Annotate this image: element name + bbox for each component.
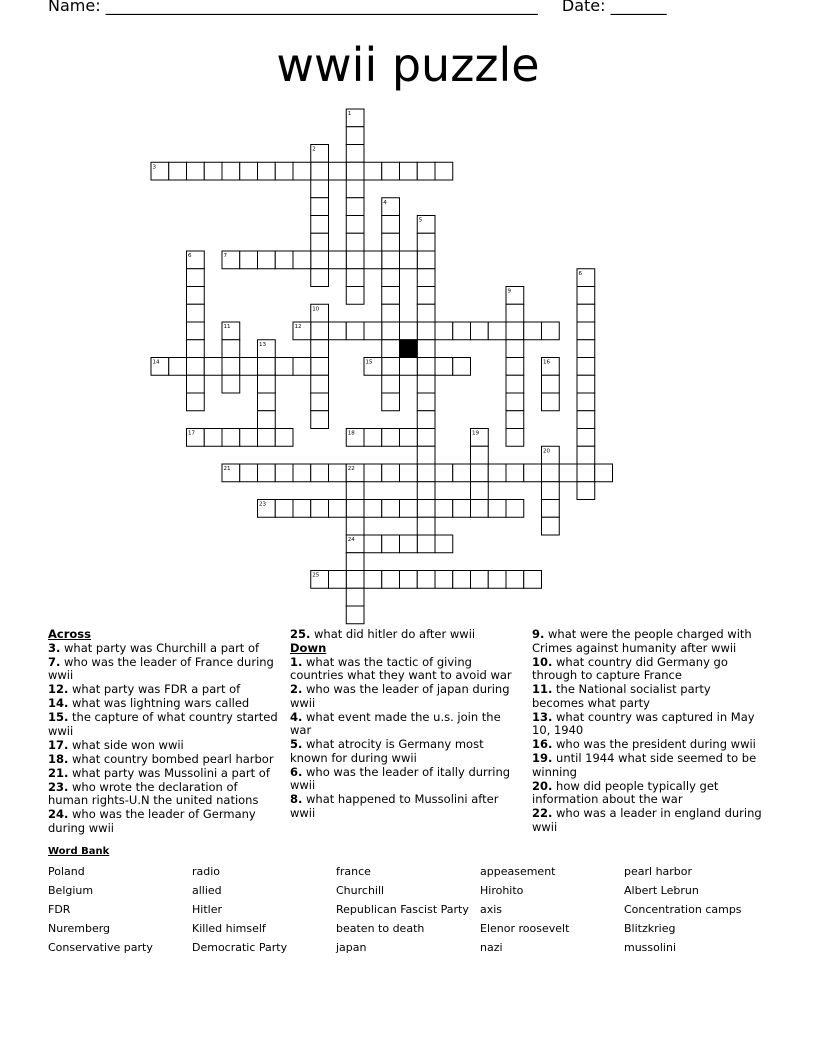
word-bank-item: Albert Lebrun: [624, 884, 699, 897]
crossword-cell[interactable]: [346, 606, 364, 624]
crossword-cell[interactable]: [311, 500, 329, 518]
crossword-cell[interactable]: [577, 429, 595, 447]
clue-down-8: 8. what happened to Mussolini after wwii: [290, 792, 499, 820]
crossword-block-cell: [400, 340, 418, 358]
crossword-cell[interactable]: [187, 322, 205, 340]
crossword-cell[interactable]: [222, 375, 240, 393]
crossword-cell[interactable]: [506, 304, 524, 322]
clue-down-9: 9. what were the people charged with Crimes against humanity after wwii: [532, 627, 752, 655]
crossword-cell[interactable]: [240, 429, 258, 447]
crossword-cell[interactable]: [488, 500, 506, 518]
crossword-cell[interactable]: [435, 571, 453, 589]
crossword-cell[interactable]: [364, 535, 382, 553]
crossword-cell[interactable]: [258, 411, 276, 429]
clue-across-12: 12. what party was FDR a part of: [48, 682, 241, 696]
crossword-cell[interactable]: [275, 500, 293, 518]
crossword-cell[interactable]: [275, 251, 293, 269]
crossword-cell[interactable]: [453, 322, 471, 340]
clue-across-25: 25. what did hitler do after wwii: [290, 627, 476, 641]
crossword-cell[interactable]: [559, 464, 577, 482]
crossword-cell[interactable]: [417, 411, 435, 429]
clues-column-1: [48, 628, 280, 836]
crossword-cell[interactable]: [524, 464, 542, 482]
crossword-cell[interactable]: [258, 429, 276, 447]
crossword-cell[interactable]: [187, 162, 205, 180]
crossword-cell[interactable]: [204, 358, 222, 376]
crossword-cell[interactable]: [435, 358, 453, 376]
crossword-cell[interactable]: [275, 358, 293, 376]
crossword-cell[interactable]: [258, 375, 276, 393]
crossword-cell[interactable]: [382, 322, 400, 340]
crossword-clue-number: 15: [365, 359, 373, 366]
crossword-cell[interactable]: [417, 340, 435, 358]
clue-down-19: 19. until 1944 what side seemed to be winning: [532, 751, 757, 779]
crossword-cell[interactable]: [577, 482, 595, 500]
crossword-cell[interactable]: [471, 500, 489, 518]
crossword-cell[interactable]: [346, 571, 364, 589]
crossword-cell[interactable]: [506, 322, 524, 340]
word-bank-item: nazi: [480, 941, 503, 954]
crossword-cell[interactable]: [329, 500, 347, 518]
crossword-cell[interactable]: [346, 287, 364, 305]
clue-down-5: 5. what atrocity is Germany most known for during wwii: [290, 737, 484, 765]
crossword-clue-number: 4: [383, 199, 387, 206]
crossword-cell[interactable]: [258, 464, 276, 482]
crossword-cell[interactable]: [346, 233, 364, 251]
crossword-cell[interactable]: [595, 464, 613, 482]
crossword-cell[interactable]: [311, 233, 329, 251]
crossword-cell[interactable]: [187, 358, 205, 376]
crossword-cell[interactable]: [506, 375, 524, 393]
clues-column-3: [532, 628, 766, 835]
crossword-cell[interactable]: [417, 251, 435, 269]
clue-down-6: 6. who was the leader of itally durring wwii: [290, 764, 511, 792]
crossword-cell[interactable]: [400, 322, 418, 340]
word-bank-item: Republican Fascist Party: [336, 903, 469, 916]
word-bank-item: Conservative party: [48, 941, 153, 954]
crossword-cell[interactable]: [400, 464, 418, 482]
word-bank-item: FDR: [48, 903, 71, 916]
word-bank: [48, 862, 788, 957]
crossword-cell[interactable]: [311, 464, 329, 482]
crossword-cell[interactable]: [417, 358, 435, 376]
crossword-cell[interactable]: [400, 251, 418, 269]
crossword-cell[interactable]: [435, 464, 453, 482]
crossword-cell[interactable]: [435, 162, 453, 180]
crossword-clue-number: 7: [223, 253, 227, 259]
crossword-cell[interactable]: [258, 393, 276, 411]
crossword-cell[interactable]: [346, 588, 364, 606]
crossword-cell[interactable]: [258, 251, 276, 269]
crossword-clue-number: 12: [294, 324, 302, 330]
crossword-cell[interactable]: [258, 162, 276, 180]
crossword-cell[interactable]: [293, 464, 311, 482]
clue-across-14: 14. what was lightning wars called: [48, 696, 250, 710]
clue-down-22: 22. who was a leader in england during wwii: [532, 806, 762, 834]
crossword-cell[interactable]: [346, 198, 364, 216]
crossword-cell[interactable]: [382, 233, 400, 251]
crossword-cell[interactable]: [542, 464, 560, 482]
crossword-cell[interactable]: [542, 375, 560, 393]
crossword-cell[interactable]: [329, 322, 347, 340]
crossword-cell[interactable]: [400, 429, 418, 447]
crossword-cell[interactable]: [329, 251, 347, 269]
crossword-cell[interactable]: [293, 251, 311, 269]
crossword-cell[interactable]: [488, 571, 506, 589]
word-bank-item: appeasement: [480, 865, 556, 878]
crossword-cell[interactable]: [204, 429, 222, 447]
date-label: Date:: [561, 0, 606, 15]
crossword-cell[interactable]: [187, 287, 205, 305]
crossword-cell[interactable]: [577, 358, 595, 376]
crossword-cell[interactable]: [417, 464, 435, 482]
clue-down-11: 11. the National socialist party becomes what party: [532, 682, 711, 710]
crossword-cell[interactable]: [453, 500, 471, 518]
crossword-cell[interactable]: [506, 393, 524, 411]
word-bank-item: Belgium: [48, 884, 94, 897]
crossword-cell[interactable]: [311, 375, 329, 393]
word-bank-item: Elenor roosevelt: [480, 922, 570, 935]
down-heading: Down: [290, 641, 327, 655]
crossword-cell[interactable]: [506, 464, 524, 482]
crossword-cell[interactable]: [506, 571, 524, 589]
crossword-cell[interactable]: [382, 393, 400, 411]
crossword-clue-number: 17: [188, 430, 195, 437]
crossword-cell[interactable]: [417, 429, 435, 447]
crossword-cell[interactable]: [187, 269, 205, 287]
crossword-cell[interactable]: [417, 162, 435, 180]
crossword-cell[interactable]: [382, 429, 400, 447]
crossword-cell[interactable]: [187, 304, 205, 322]
crossword-cell[interactable]: [346, 482, 364, 500]
crossword-cell[interactable]: [293, 162, 311, 180]
crossword-clue-number: 11: [223, 324, 231, 330]
clue-across-17: 17. what side won wwii: [48, 737, 184, 752]
word-bank-item: Poland: [48, 865, 85, 878]
crossword-cell[interactable]: [346, 180, 364, 198]
crossword-cell[interactable]: [364, 500, 382, 518]
name-field[interactable]: ______________________________________________________: [105, 0, 538, 15]
clue-across-24: 24. who was the leader of Germany during wwii: [48, 807, 256, 835]
crossword-cell[interactable]: [453, 571, 471, 589]
crossword-cell[interactable]: [382, 535, 400, 553]
crossword-clue-number: 20: [543, 448, 550, 455]
crossword-clue-number: 13: [259, 341, 266, 348]
crossword-cell[interactable]: [364, 251, 382, 269]
crossword-cell[interactable]: [346, 127, 364, 145]
crossword-cell[interactable]: [542, 322, 560, 340]
clue-down-10: 10. what country did Germany go through to capture France: [532, 654, 728, 682]
crossword-cell[interactable]: [506, 340, 524, 358]
crossword-cell[interactable]: [311, 340, 329, 358]
crossword-cell[interactable]: [382, 571, 400, 589]
crossword-cell[interactable]: [400, 162, 418, 180]
crossword-cell[interactable]: [346, 145, 364, 163]
across-heading: Across: [48, 627, 91, 641]
crossword-cell[interactable]: [364, 429, 382, 447]
clue-across-7: 7. who was the leader of France during wwii: [48, 654, 274, 682]
crossword-cell[interactable]: [275, 464, 293, 482]
crossword-clue-number: 6: [188, 253, 192, 259]
crossword-cell[interactable]: [187, 340, 205, 358]
clue-down-16: 16. who was the president during wwii: [532, 737, 756, 751]
crossword-cell[interactable]: [417, 393, 435, 411]
crossword-cell[interactable]: [346, 500, 364, 518]
crossword-cell[interactable]: [400, 500, 418, 518]
crossword-cell[interactable]: [382, 251, 400, 269]
crossword-cell[interactable]: [346, 517, 364, 535]
crossword-cell[interactable]: [382, 340, 400, 358]
crossword-cell[interactable]: [187, 393, 205, 411]
crossword-cell[interactable]: [311, 180, 329, 198]
crossword-cell[interactable]: [222, 358, 240, 376]
crossword-cell[interactable]: [453, 464, 471, 482]
crossword-clue-number: 6: [578, 270, 582, 277]
crossword-cell[interactable]: [417, 269, 435, 287]
crossword-cell[interactable]: [346, 251, 364, 269]
crossword-cell[interactable]: [311, 162, 329, 180]
word-bank-heading: Word Bank: [48, 846, 110, 857]
crossword-cell[interactable]: [382, 269, 400, 287]
crossword-cell[interactable]: [542, 500, 560, 518]
crossword-cell[interactable]: [204, 162, 222, 180]
crossword-cell[interactable]: [364, 464, 382, 482]
crossword-cell[interactable]: [577, 446, 595, 464]
crossword-cell[interactable]: [506, 429, 524, 447]
crossword-cell[interactable]: [488, 322, 506, 340]
crossword-cell[interactable]: [506, 411, 524, 429]
clue-across-18: 18. what country bombed pearl harbor: [48, 751, 274, 766]
crossword-cell[interactable]: [400, 358, 418, 376]
crossword-cell[interactable]: [471, 571, 489, 589]
crossword-cell[interactable]: [346, 322, 364, 340]
crossword-cell[interactable]: [311, 393, 329, 411]
crossword-clue-number: 5: [418, 217, 423, 224]
crossword-cell[interactable]: [506, 500, 524, 518]
word-bank-item: beaten to death: [336, 922, 425, 935]
crossword-cell[interactable]: [417, 233, 435, 251]
crossword-cell[interactable]: [187, 375, 205, 393]
word-bank-item: pearl harbor: [624, 865, 693, 878]
crossword-cell[interactable]: [471, 446, 489, 464]
crossword-cell[interactable]: [382, 162, 400, 180]
crossword-clue-number: 3: [152, 164, 156, 171]
crossword-cell[interactable]: [382, 287, 400, 305]
crossword-cell[interactable]: [258, 358, 276, 376]
clue-across-21: 21. what party was Mussolini a part of: [48, 765, 270, 780]
crossword-cell[interactable]: [346, 553, 364, 571]
word-bank-item: Hitler: [192, 903, 222, 916]
crossword-cell[interactable]: [577, 340, 595, 358]
crossword-cell[interactable]: [577, 464, 595, 482]
crossword-cell[interactable]: [542, 482, 560, 500]
crossword-clue-number: 9: [507, 288, 511, 295]
crossword-cell[interactable]: [222, 429, 240, 447]
crossword-cell[interactable]: [471, 482, 489, 500]
crossword-cell[interactable]: [240, 162, 258, 180]
crossword-cell[interactable]: [400, 535, 418, 553]
crossword-cell[interactable]: [524, 571, 542, 589]
crossword-cell[interactable]: [346, 216, 364, 234]
crossword-cell[interactable]: [471, 464, 489, 482]
crossword-cell[interactable]: [435, 322, 453, 340]
crossword-cell[interactable]: [311, 269, 329, 287]
crossword-cell[interactable]: [382, 304, 400, 322]
crossword-clue-number: 21: [223, 466, 231, 472]
crossword-cell[interactable]: [329, 571, 347, 589]
crossword-cell[interactable]: [400, 571, 418, 589]
crossword-clue-number: 16: [543, 359, 550, 366]
crossword-cell[interactable]: [311, 198, 329, 216]
crossword-cell[interactable]: [293, 358, 311, 376]
crossword-cell[interactable]: [542, 393, 560, 411]
crossword-cell[interactable]: [275, 162, 293, 180]
crossword-cell[interactable]: [435, 535, 453, 553]
crossword-clue-number: 22: [347, 466, 355, 472]
crossword-cell[interactable]: [240, 358, 258, 376]
crossword-cell[interactable]: [382, 464, 400, 482]
crossword-clue-number: 1: [347, 111, 352, 117]
crossword-cell[interactable]: [311, 251, 329, 269]
clue-across-15: 15. the capture of what country started wwii: [48, 710, 278, 738]
clue-across-3: 3. what party was Churchill a part of: [48, 640, 260, 655]
word-bank-item: france: [336, 865, 371, 878]
word-bank-item: Hirohito: [480, 884, 524, 897]
crossword-cell[interactable]: [453, 358, 471, 376]
crossword-cell[interactable]: [417, 304, 435, 322]
crossword-cell[interactable]: [542, 517, 560, 535]
crossword-cell[interactable]: [417, 287, 435, 305]
crossword-clue-number: 19: [472, 430, 479, 437]
crossword-cell[interactable]: [577, 375, 595, 393]
crossword-cell[interactable]: [417, 322, 435, 340]
crossword-cell[interactable]: [435, 500, 453, 518]
crossword-clue-number: 23: [259, 501, 266, 508]
crossword-cell[interactable]: [488, 464, 506, 482]
clue-down-1: 1. what was the tactic of giving countries what they want to avoid war: [290, 654, 512, 682]
crossword-cell[interactable]: [506, 358, 524, 376]
word-bank-item: Churchill: [336, 884, 385, 897]
word-bank-item: Blitzkrieg: [624, 922, 676, 935]
crossword-cell[interactable]: [311, 322, 329, 340]
crossword-cell[interactable]: [382, 375, 400, 393]
crossword-cell[interactable]: [222, 340, 240, 358]
crossword-cell[interactable]: [275, 429, 293, 447]
crossword-cell[interactable]: [329, 162, 347, 180]
crossword-cell[interactable]: [417, 482, 435, 500]
crossword-cell[interactable]: [382, 500, 400, 518]
crossword-cell[interactable]: [524, 322, 542, 340]
clues-column-2: [290, 628, 520, 821]
word-bank-item: Concentration camps: [624, 903, 742, 916]
crossword-cell[interactable]: [293, 500, 311, 518]
name-label: Name:: [48, 0, 101, 15]
crossword-cell[interactable]: [417, 517, 435, 535]
crossword-cell[interactable]: [311, 411, 329, 429]
word-bank-item: axis: [480, 903, 503, 916]
crossword-cell[interactable]: [240, 464, 258, 482]
crossword-cell[interactable]: [577, 322, 595, 340]
crossword-cell[interactable]: [417, 500, 435, 518]
crossword-cell[interactable]: [417, 535, 435, 553]
crossword-clue-number: 14: [152, 359, 160, 366]
crossword-cell[interactable]: [346, 269, 364, 287]
word-bank-item: Democratic Party: [192, 941, 288, 954]
clue-down-2: 2. who was the leader of japan during wwii: [290, 682, 510, 710]
crossword-cell[interactable]: [417, 375, 435, 393]
crossword-cell[interactable]: [311, 358, 329, 376]
date-field[interactable]: _______: [610, 0, 667, 15]
crossword-cell[interactable]: [577, 287, 595, 305]
crossword-cell[interactable]: [364, 571, 382, 589]
crossword-clue-number: 24: [347, 537, 355, 543]
crossword-cell[interactable]: [311, 216, 329, 234]
crossword-cell[interactable]: [417, 571, 435, 589]
word-bank-item: mussolini: [624, 941, 677, 954]
clue-down-20: 20. how did people typically get information about the war: [532, 778, 719, 806]
page-title: wwii puzzle: [276, 38, 540, 92]
clue-down-4: 4. what event made the u.s. join the war: [290, 709, 501, 737]
crossword-cell[interactable]: [382, 216, 400, 234]
word-bank-item: japan: [336, 941, 367, 954]
crossword-cell[interactable]: [364, 322, 382, 340]
crossword-cell[interactable]: [240, 251, 258, 269]
word-bank-item: radio: [192, 865, 221, 878]
crossword-cell[interactable]: [329, 464, 347, 482]
word-bank-item: allied: [192, 884, 222, 897]
crossword-clue-number: 2: [312, 146, 316, 153]
crossword-cell[interactable]: [169, 162, 187, 180]
crossword-cell[interactable]: [577, 304, 595, 322]
clue-across-23: 23. who wrote the declaration of human rights-U.N the united nations: [48, 779, 259, 807]
crossword-cell[interactable]: [471, 322, 489, 340]
crossword-cell[interactable]: [364, 162, 382, 180]
crossword-cell[interactable]: [417, 446, 435, 464]
clue-down-13: 13. what country was captured in May 10, 1940: [532, 709, 755, 737]
word-bank-item: Nuremberg: [48, 922, 111, 935]
crossword-cell[interactable]: [382, 358, 400, 376]
crossword-clue-number: 10: [312, 306, 320, 313]
word-bank-item: Killed himself: [192, 922, 266, 935]
crossword-cell[interactable]: [169, 358, 187, 376]
crossword-cell[interactable]: [346, 162, 364, 180]
crossword-cell[interactable]: [222, 162, 240, 180]
crossword-cell[interactable]: [577, 411, 595, 429]
crossword-cell[interactable]: [577, 393, 595, 411]
crossword-clue-number: 25: [312, 572, 320, 579]
crossword-clue-number: 18: [347, 430, 355, 437]
